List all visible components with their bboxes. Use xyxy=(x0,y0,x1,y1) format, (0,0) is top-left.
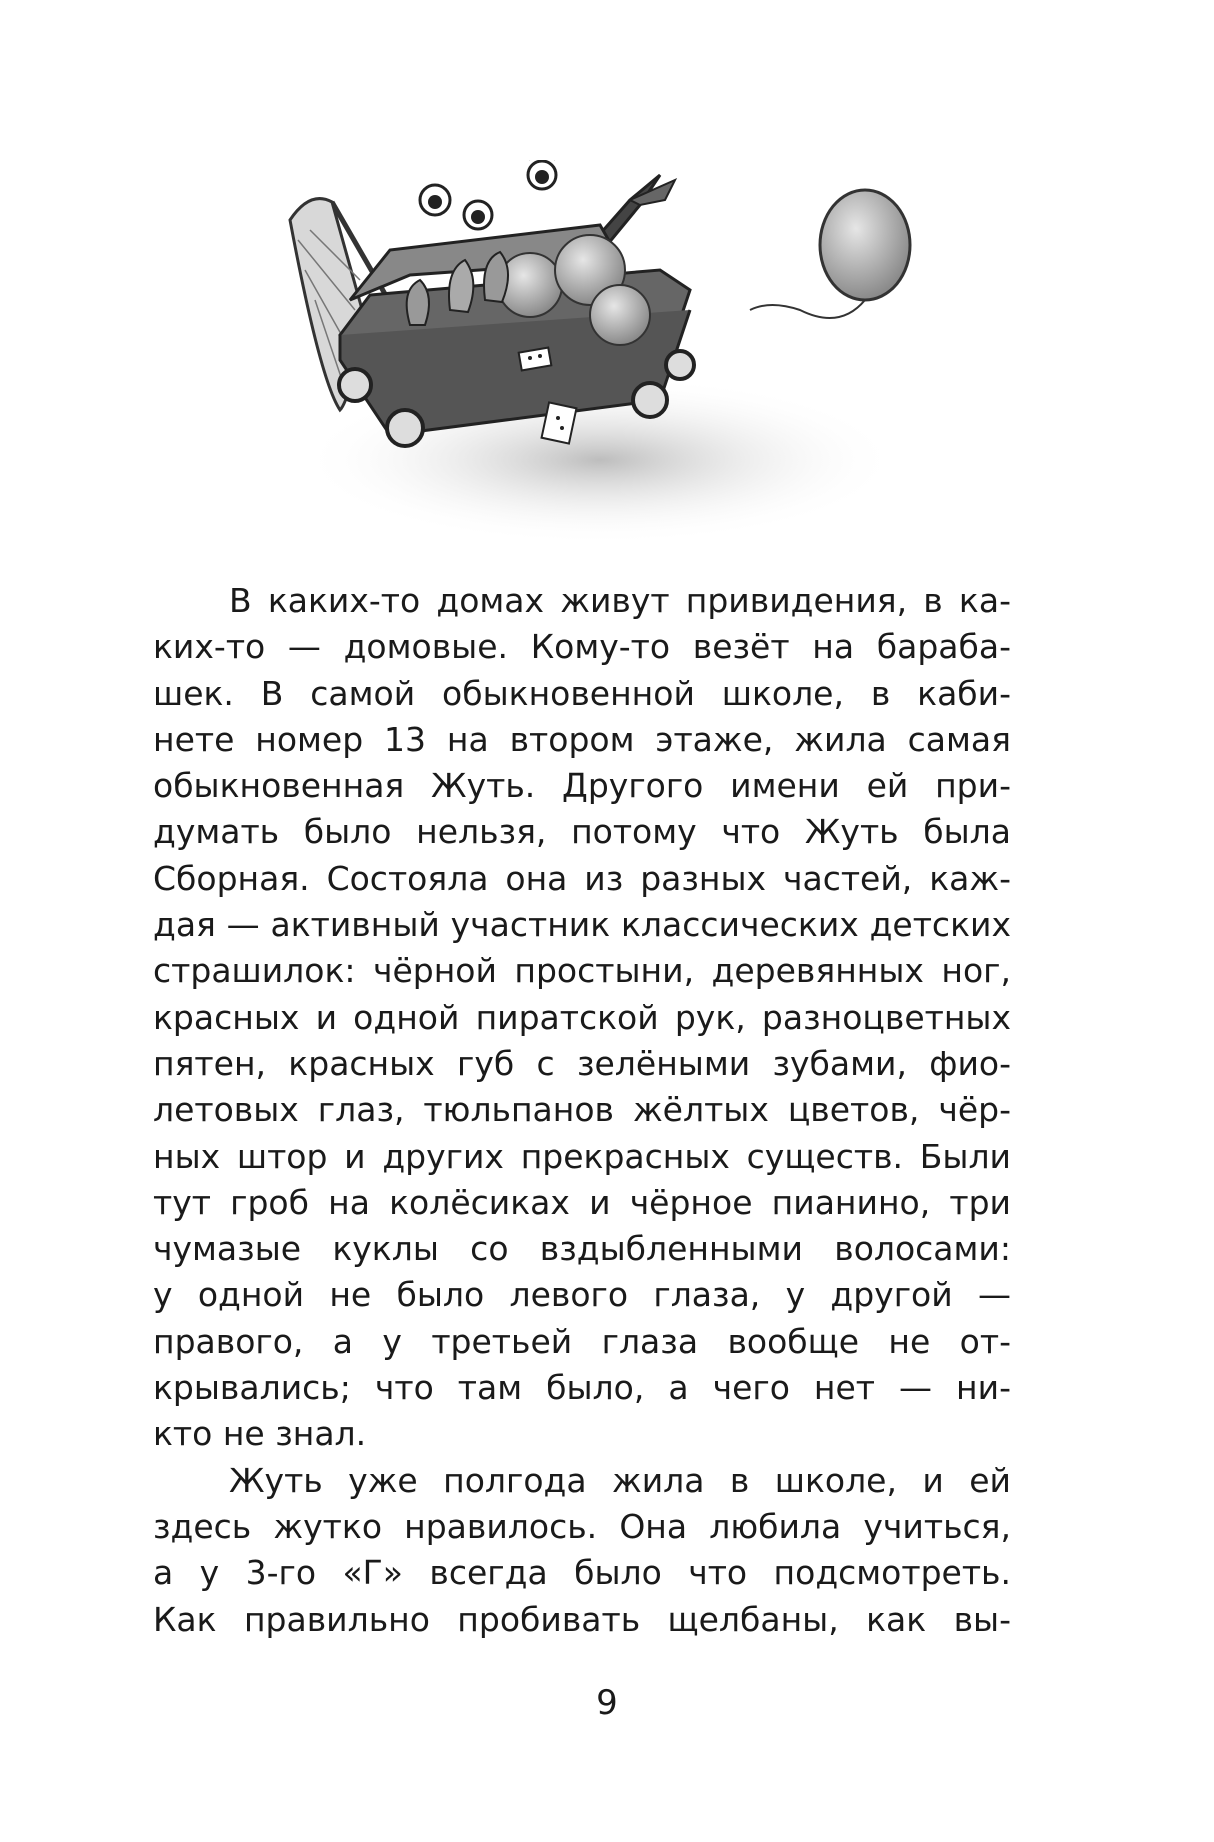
text-line: крывались; что там было, а чего нет — ни- xyxy=(153,1368,1011,1408)
text-line: страшилок: чёрной простыни, деревянных ног, xyxy=(153,951,1011,991)
text-line: шек. В самой обыкновенной школе, в каби- xyxy=(153,673,1011,713)
text-line: красных и одной пиратской рук, разноцветных xyxy=(153,997,1011,1037)
text-line: ных штор и других прекрасных существ. Были xyxy=(153,1136,1011,1176)
text-line: тут гроб на колёсиках и чёрное пианино, три xyxy=(153,1182,1011,1222)
text-line: кто не знал. xyxy=(153,1414,367,1454)
text-line: Жуть уже полгода жила в школе, и ей xyxy=(229,1460,1011,1500)
text-line: обыкновенная Жуть. Другого имени ей при- xyxy=(153,766,1011,806)
page-number: 9 xyxy=(596,1683,618,1723)
text-line: ких-то — домовые. Кому-то везёт на бараба- xyxy=(153,627,1011,667)
text-line: Сборная. Состояла она из разных частей, каж- xyxy=(153,858,1011,898)
text-line: думать было нельзя, потому что Жуть была xyxy=(153,812,1011,852)
text-line: пятен, красных губ с зелёными зубами, фио- xyxy=(153,1043,1011,1083)
coffin-cart-illustration xyxy=(280,160,940,550)
text-line: чумазые куклы со вздыбленными волосами: xyxy=(153,1229,1011,1269)
text-line: дая — активный участник классических детских xyxy=(153,905,1011,945)
text-line: у одной не было левого глаза, у другой — xyxy=(153,1275,1011,1315)
text-line: здесь жутко нравилось. Она любила учиться, xyxy=(153,1506,1011,1546)
balloon-icon xyxy=(750,190,910,318)
text-line: правого, а у третьей глаза вообще не от- xyxy=(153,1321,1011,1361)
text-line: летовых глаз, тюльпанов жёлтых цветов, чёр- xyxy=(153,1090,1011,1130)
text-line: В каких-то домах живут привидения, в ка- xyxy=(229,581,1011,620)
body-text xyxy=(153,578,1011,1643)
playing-card-icon xyxy=(542,402,577,443)
text-line: а у 3-го «Г» всегда было что подсмотреть. xyxy=(153,1553,1011,1593)
floating-eyes-icon xyxy=(420,160,556,229)
text-line: Как правильно пробивать щелбаны, как вы- xyxy=(153,1599,1011,1639)
text-line: нете номер 13 на втором этаже, жила самая xyxy=(153,719,1011,759)
